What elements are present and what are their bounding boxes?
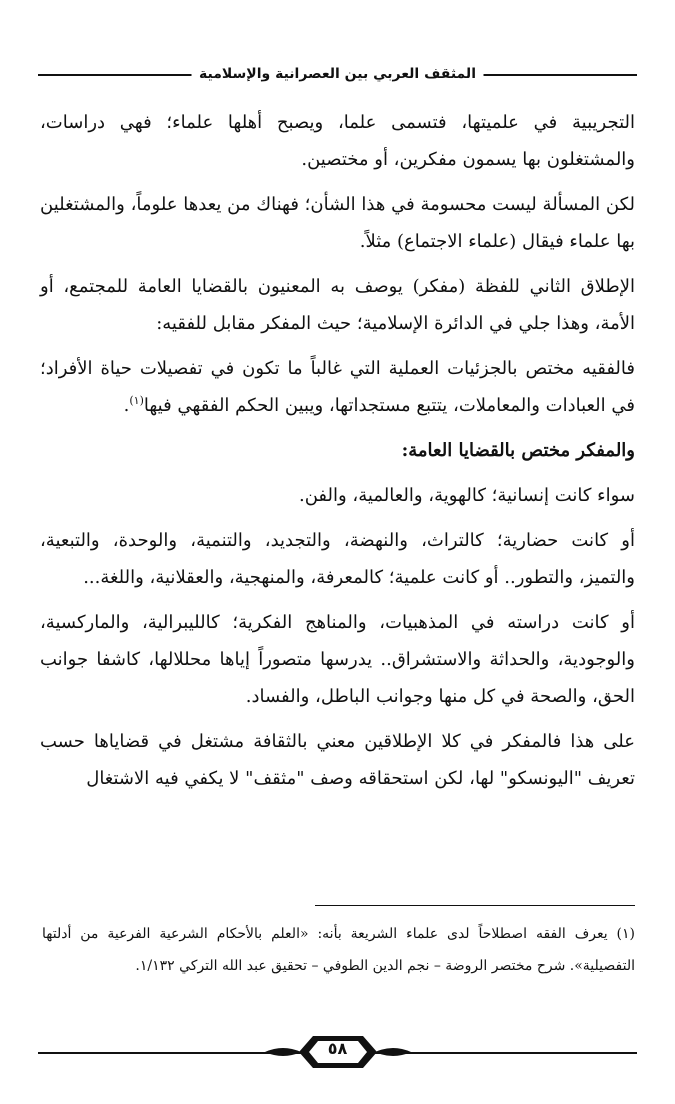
paragraph: أو كانت حضارية؛ كالتراث، والنهضة، والتجديد، والتنمية، والوحدة، والتبعية، والتميز، والتطور.. أو كانت علمية؛ كالمعرفة، والمنهجية، والعقلانية، واللغة... [40,530,635,588]
running-header [38,64,637,86]
paragraph: على هذا فالمفكر في كلا الإطلاقين معني بالثقافة مشتغل في قضاياها حسب تعريف "اليونسكو" لها، لكن استحقاقه وصف "مثقف" لا يكفي فيه الاشتغال [40,731,635,789]
paragraph-end: . [123,395,130,416]
footnote: (١) يعرف الفقه اصطلاحاً لدى علماء الشريعة بأنه: «العلم بالأحكام الشرعية الفرعية من أدلتها التفصيلية». شرح مختصر الروضة – نجم الدين الطوفي – تحقيق عبد الله التركي ١/١٣٢. [42,926,635,974]
paragraph: أو كانت دراسته في المذهبيات، والمناهج الفكرية؛ كالليبرالية، والماركسية، والوجودية، والحداثة والاستشراق.. يدرسها متصوراً إياها محللالها، كاشفا جوانب الحق، والصحة في كل منها وجوانب الباطل، والفساد. [40,612,635,707]
paragraph: التجريبية في علميتها، فتسمى علما، ويصبح أهلها علماء؛ فهي دراسات، والمشتغلون بها يسمون مفكرين، أو مختصين. [40,112,635,170]
paragraph: سواء كانت إنسانية؛ كالهوية، والعالمية، والفن. [299,485,635,506]
paragraph [40,350,635,424]
footnote-reference[interactable]: (١) [129,394,144,407]
section-heading: والمفكر مختص بالقضايا العامة: [401,440,635,461]
footnote-rule [315,905,635,906]
page-number: ٥٨ [327,1039,348,1058]
main-text [40,104,635,797]
paragraph-text: فالفقيه مختص بالجزئيات العملية التي غالباً ما تكون في تفصيلات حياة الأفراد؛ في العبادات والمعاملات، يتتبع مستجداتها، ويبين الحكم الفقهي فيها [40,358,635,416]
header-title: المثقف العربي بين العصرانية والإسلامية [191,64,484,84]
paragraph: الإطلاق الثاني للفظة (مفكر) يوصف به المعنيون بالقضايا العامة للمجتمع، أو الأمة، وهذا جلي في الدائرة الإسلامية؛ حيث المفكر مقابل للفقيه: [40,276,635,334]
paragraph: لكن المسألة ليست محسومة في هذا الشأن؛ فهناك من يعدها علوماً، والمشتغلين بها علماء فيقال (علماء الاجتماع) مثلاً. [40,194,635,252]
